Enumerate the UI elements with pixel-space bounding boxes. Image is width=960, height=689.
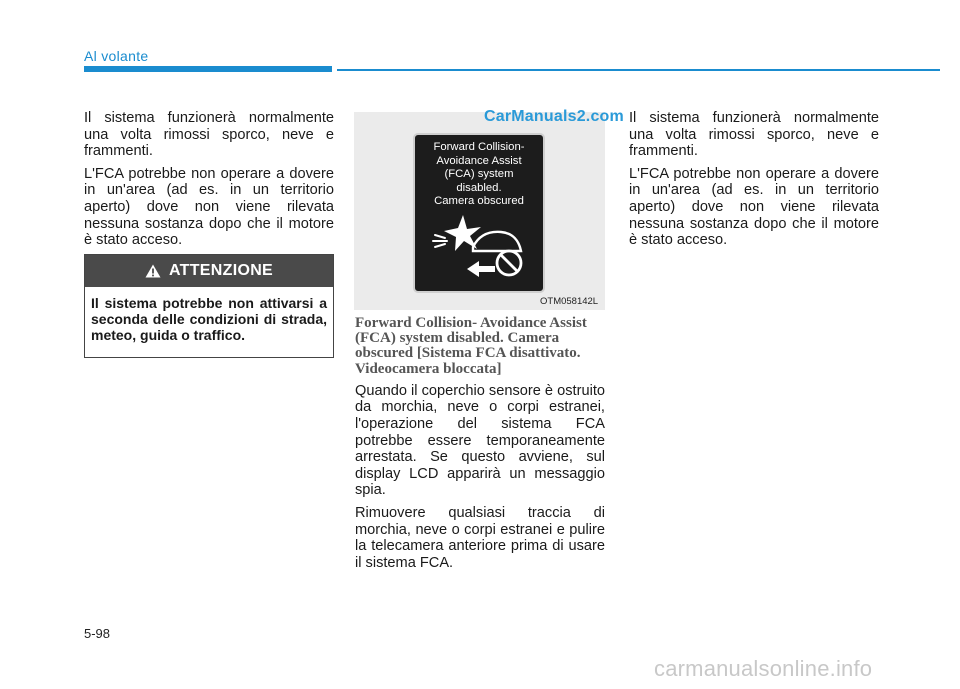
left-paragraph-1: Il sistema funzionerà normalmente una volta rimossi sporco, neve e frammenti.: [84, 110, 334, 160]
middle-paragraph-2: Rimuovere qualsiasi traccia di morchia, neve o corpi estranei e pulire la telecamera anteriore prima di usare il sistema FCA.: [355, 504, 605, 571]
footer-watermark: carmanualsonline.info: [654, 656, 873, 681]
warning-text: Il sistema potrebbe non attivarsi a seconda delle condizioni di strada, meteo, guida o traffico.: [91, 295, 327, 343]
left-paragraph-2: L'FCA potrebbe non operare a dovere in un'area (ad es. in un territorio aperto) dove non viene rilevata nessuna sostanza dopo che il motore è stato acceso.: [84, 165, 334, 249]
display-line: Camera obscured: [434, 195, 524, 208]
right-column: [629, 110, 879, 255]
figure-watermark: CarManuals2.com: [484, 108, 624, 125]
warning-title: ATTENZIONE: [168, 262, 274, 279]
left-column: [84, 110, 334, 255]
figure-caption: Forward Collision- Avoidance Assist (FCA) system disabled. Camera obscured [Sistema FCA disattivato. Videocamera bloccata]: [355, 315, 587, 377]
section-title: Al volante: [84, 48, 149, 64]
warning-triangle-icon: [145, 264, 161, 278]
collision-warning-icon: [429, 211, 533, 285]
right-paragraph-1: Il sistema funzionerà normalmente una volta rimossi sporco, neve e frammenti.: [629, 110, 879, 160]
header-rule-thick: [84, 66, 332, 72]
cluster-display: [413, 133, 545, 293]
header-rule-thin: [337, 69, 940, 71]
page-number: 5-98: [84, 626, 111, 641]
display-line: Forward Collision-: [433, 141, 525, 153]
warning-header: [85, 255, 333, 287]
right-paragraph-2: L'FCA potrebbe non operare a dovere in un'area (ad es. in un territorio aperto) dove non viene rilevata nessuna sostanza dopo che il motore è stato acceso.: [629, 165, 879, 249]
display-line: (FCA) system: [444, 168, 514, 181]
middle-paragraph-1: Quando il coperchio sensore è ostruito da morchia, neve o corpi estranei, l'operazione del sistema FCA potrebbe essere temporaneamente arrestata. Se questo avviene, sul display LCD apparirà un messaggio spia.: [355, 382, 605, 499]
display-line: Avoidance Assist: [436, 154, 522, 167]
warning-box: [84, 254, 334, 358]
middle-column: [355, 316, 605, 577]
display-message: [415, 141, 543, 209]
figure-code: OTM058142L: [540, 296, 599, 307]
display-line: disabled.: [456, 181, 502, 194]
